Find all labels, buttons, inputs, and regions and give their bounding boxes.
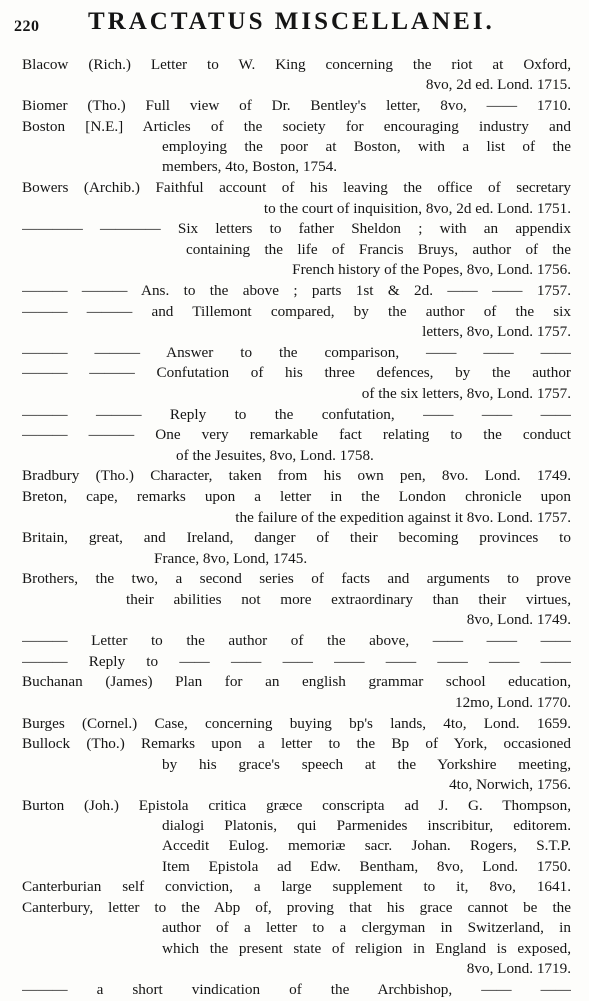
page-number: 220 — [14, 18, 40, 35]
entry-line: ——— ——— Answer to the comparison, —— —— —— — [22, 343, 571, 361]
entry-line: Buchanan (James) Plan for an english grammar school education, — [22, 673, 571, 691]
catalogue-entry — [22, 219, 571, 280]
catalogue-entry — [22, 425, 571, 466]
entry-line: ——— ——— Reply to the confutation, —— —— —— — [22, 405, 571, 423]
entry-line: Brothers, the two, a second series of facts and arguments to prove — [22, 570, 571, 588]
catalogue-entry — [22, 96, 571, 116]
entry-line: author of a letter to a clergyman in Switzerland, in — [162, 919, 571, 937]
catalogue-entry — [22, 55, 571, 96]
catalogue-entry — [22, 178, 571, 219]
entry-line: employing the poor at Boston, with a list of the — [162, 138, 571, 156]
entry-line: Breton, cape, remarks upon a letter in the London chronicle upon — [22, 488, 571, 506]
entry-line: Canterbury, letter to the Abp of, proving that his grace cannot be the — [22, 899, 571, 917]
entry-line: containing the life of Francis Bruys, author of the — [186, 240, 571, 258]
catalogue-entry — [22, 363, 571, 404]
entry-line: Biomer (Tho.) Full view of Dr. Bentley's letter, 8vo, —— 1710. — [22, 97, 571, 115]
catalogue-entry — [22, 117, 571, 178]
catalogue-entry — [22, 487, 571, 528]
entry-line: Blacow (Rich.) Letter to W. King concerning the riot at Oxford, — [22, 56, 571, 73]
entry-line: to the court of inquisition, 8vo, 2d ed. Lond. 1751. — [263, 199, 571, 217]
catalogue-entry — [22, 343, 571, 363]
entry-line: ———— ———— Six letters to father Sheldon ; with an appendix — [22, 220, 571, 238]
entry-line: their abilities not more extraordinary than their virtues, — [126, 590, 571, 608]
catalogue-entry — [22, 652, 571, 672]
entry-line: Bradbury (Tho.) Character, taken from his own pen, 8vo. Lond. 1749. — [22, 467, 571, 485]
catalogue-entry — [22, 528, 571, 569]
catalogue-entry — [22, 302, 571, 343]
entry-line: which the present state of religion in England is exposed, — [162, 939, 571, 957]
entry-line: Britain, great, and Ireland, danger of their becoming provinces to — [22, 529, 571, 547]
entry-line: members, 4to, Boston, 1754. — [162, 158, 338, 176]
entry-line: ——— a short vindication of the Archbishop, —— —— — [22, 980, 571, 998]
entry-line: French history of the Popes, 8vo, Lond. 1756. — [292, 260, 571, 278]
catalogue-entry — [22, 466, 571, 486]
entry-line: letters, 8vo, Lond. 1757. — [422, 322, 571, 340]
entry-line: 8vo, 2d ed. Lond. 1715. — [425, 76, 571, 94]
entry-line: of the Jesuites, 8vo, Lond. 1758. — [176, 446, 374, 464]
catalogue-entry — [22, 734, 571, 795]
entry-line: Canterburian self conviction, a large supplement to it, 8vo, 1641. — [22, 878, 571, 896]
entry-line: 8vo, Lond. 1719. — [466, 960, 571, 978]
catalogue-entry — [22, 281, 571, 301]
entry-line: Bullock (Tho.) Remarks upon a letter to the Bp of York, occasioned — [22, 735, 571, 753]
entry-line: Item Epistola ad Edw. Bentham, 8vo, Lond. 1750. — [162, 857, 571, 875]
catalogue-entry — [22, 405, 571, 425]
running-title: TRACTATUS MISCELLANEI. — [88, 8, 495, 35]
catalogue-entry — [22, 877, 571, 897]
entry-line: 8vo, Lond. 1749. — [466, 611, 571, 629]
entry-line: of the six letters, 8vo, Lond. 1757. — [361, 384, 571, 402]
catalogue-entry — [22, 569, 571, 630]
entry-line: 4to, Norwich, 1756. — [449, 775, 571, 793]
entry-line: 12mo, Lond. 1770. — [454, 693, 571, 711]
entry-line: ——— Reply to —— —— —— —— —— —— —— —— — [22, 652, 571, 670]
catalogue-entry — [22, 714, 571, 734]
entry-line: the failure of the expedition against it 8vo. Lond. 1757. — [235, 508, 571, 526]
catalogue-entry — [22, 796, 571, 877]
entry-line: France, 8vo, Lond, 1745. — [154, 549, 308, 567]
entry-line: by his grace's speech at the Yorkshire meeting, — [162, 755, 571, 773]
entry-line: Burton (Joh.) Epistola critica græce conscripta ad J. G. Thompson, — [22, 796, 571, 814]
catalogue-entry — [22, 980, 571, 1000]
catalogue-entry — [22, 631, 571, 651]
entry-line: ——— ——— and Tillemont compared, by the author of the six — [22, 302, 571, 320]
catalogue-entries — [22, 55, 571, 1001]
entry-line: dialogi Platonis, qui Parmenides inscribitur, editorem. — [162, 816, 571, 834]
page-header — [14, 8, 584, 40]
catalogue-entry — [22, 898, 571, 979]
entry-line: ——— Letter to the author of the above, —— —— —— — [22, 631, 571, 649]
entry-line: Accedit Eulog. memoriæ sacr. Johan. Rogers, S.T.P. — [162, 837, 571, 855]
entry-line: Burges (Cornel.) Case, concerning buying bp's lands, 4to, Lond. 1659. — [22, 714, 571, 732]
entry-line: Bowers (Archib.) Faithful account of his leaving the office of secretary — [22, 179, 571, 197]
entry-line: ——— ——— Confutation of his three defences, by the author — [22, 364, 571, 382]
catalogue-entry — [22, 672, 571, 713]
entry-line: ——— ——— One very remarkable fact relating to the conduct — [22, 426, 571, 444]
entry-line: Boston [N.E.] Articles of the society for encouraging industry and — [22, 117, 571, 135]
entry-line: ——— ——— Ans. to the above ; parts 1st & 2d. —— —— 1757. — [22, 281, 571, 299]
